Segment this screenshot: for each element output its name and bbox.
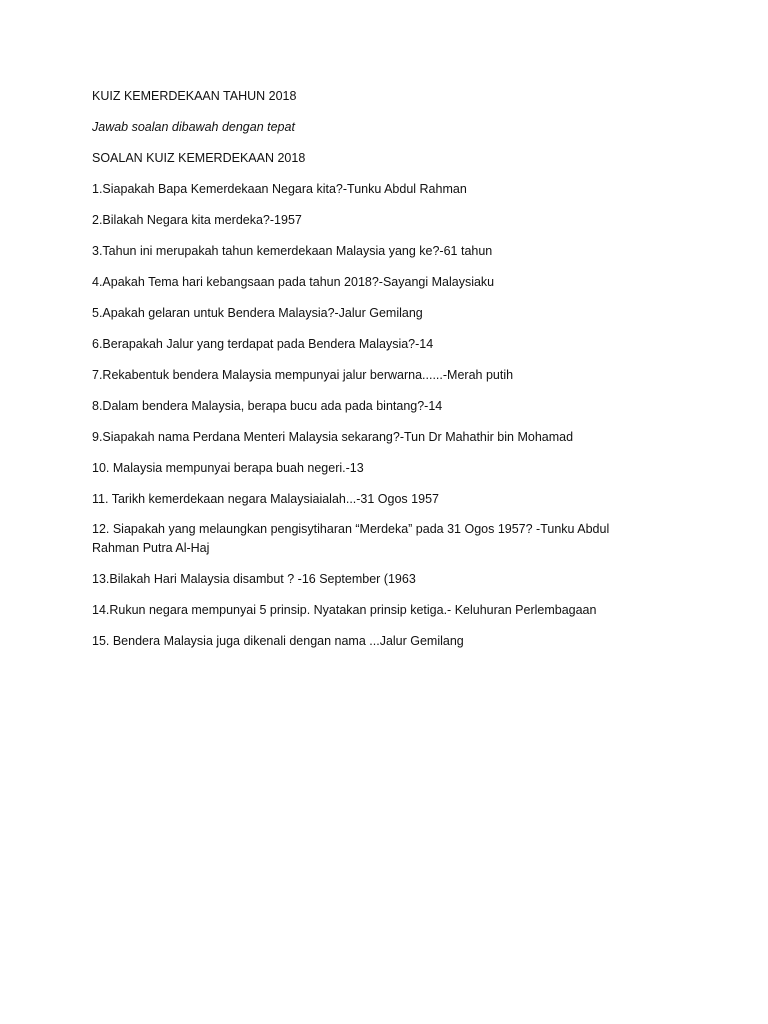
instruction-text: Jawab soalan dibawah dengan tepat (92, 120, 295, 134)
document-title: KUIZ KEMERDEKAAN TAHUN 2018 (92, 89, 297, 103)
question-item: 2.Bilakah Negara kita merdeka?-1957 (92, 213, 302, 227)
quiz-heading: SOALAN KUIZ KEMERDEKAAN 2018 (92, 151, 306, 165)
question-item: 13.Bilakah Hari Malaysia disambut ? -16 September (1963 (92, 572, 416, 586)
question-item: 11. Tarikh kemerdekaan negara Malaysiaialah...-31 Ogos 1957 (92, 492, 439, 506)
question-item: 8.Dalam bendera Malaysia, berapa bucu ada pada bintang?-14 (92, 399, 443, 413)
question-item: 12. Siapakah yang melaungkan pengisytiharan “Merdeka” pada 31 Ogos 1957? -Tunku Abdul Rahman Putra Al-Haj (92, 522, 610, 555)
question-item: 1.Siapakah Bapa Kemerdekaan Negara kita?-Tunku Abdul Rahman (92, 182, 467, 196)
question-item: 15. Bendera Malaysia juga dikenali dengan nama ...Jalur Gemilang (92, 634, 464, 648)
question-item: 5.Apakah gelaran untuk Bendera Malaysia?-Jalur Gemilang (92, 306, 423, 320)
question-item: 3.Tahun ini merupakah tahun kemerdekaan Malaysia yang ke?-61 tahun (92, 244, 493, 258)
question-item: 4.Apakah Tema hari kebangsaan pada tahun 2018?-Sayangi Malaysiaku (92, 275, 495, 289)
question-item: 10. Malaysia mempunyai berapa buah negeri.-13 (92, 461, 364, 475)
question-item: 9.Siapakah nama Perdana Menteri Malaysia sekarang?-Tun Dr Mahathir bin Mohamad (92, 430, 574, 444)
question-item: 6.Berapakah Jalur yang terdapat pada Bendera Malaysia?-14 (92, 337, 434, 351)
question-item: 14.Rukun negara mempunyai 5 prinsip. Nyatakan prinsip ketiga.- Keluhuran Perlembagaan (92, 603, 597, 617)
question-item: 7.Rekabentuk bendera Malaysia mempunyai jalur berwarna......-Merah putih (92, 368, 514, 382)
